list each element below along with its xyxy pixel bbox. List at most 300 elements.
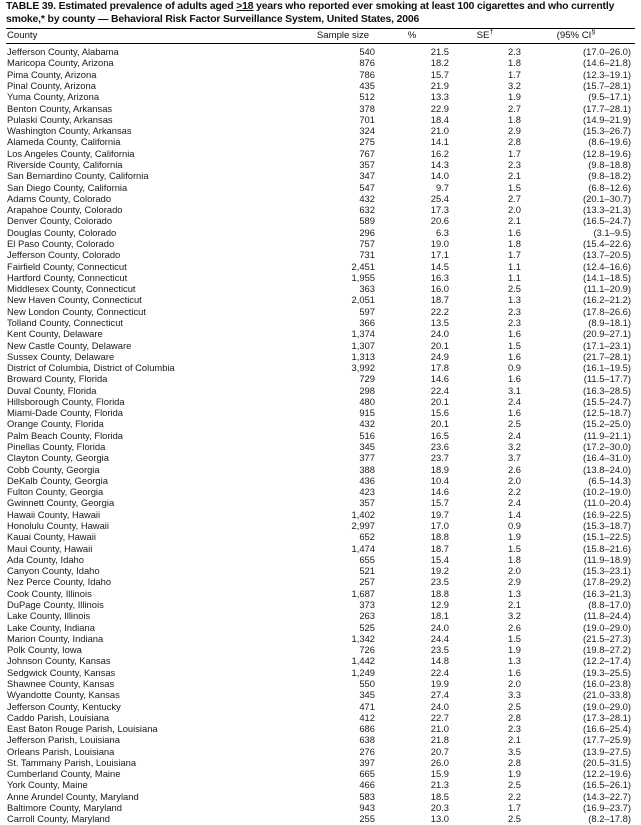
cell-se: 1.9 — [507, 768, 521, 780]
table-row — [6, 554, 635, 565]
cell-county: Fulton County, Georgia — [7, 486, 104, 498]
table-row — [6, 768, 635, 779]
cell-se: 1.8 — [507, 113, 521, 125]
cell-sample-size: 915 — [359, 407, 375, 419]
table-title-age-threshold: >18 — [236, 1, 254, 12]
table-row — [6, 701, 635, 712]
cell-percent: 23.5 — [430, 644, 449, 656]
cell-confidence-interval: (13.8–24.0) — [583, 463, 631, 475]
cell-percent: 26.0 — [430, 756, 449, 768]
cell-percent: 15.9 — [430, 768, 449, 780]
cell-sample-size: 1,687 — [351, 587, 375, 599]
cell-county: Pima County, Arizona — [7, 68, 97, 80]
table-row — [6, 723, 635, 734]
cell-confidence-interval: (19.3–25.5) — [583, 666, 631, 678]
cell-percent: 20.1 — [430, 418, 449, 430]
table-header-row — [6, 29, 635, 43]
cell-percent: 14.6 — [430, 486, 449, 498]
cell-sample-size: 652 — [359, 531, 375, 543]
cell-percent: 16.2 — [430, 147, 449, 159]
cell-percent: 20.3 — [430, 802, 449, 814]
cell-sample-size: 550 — [359, 677, 375, 689]
cell-county: El Paso County, Colorado — [7, 237, 115, 249]
cell-se: 3.3 — [507, 689, 521, 701]
cell-se: 2.7 — [507, 102, 521, 114]
table-row — [6, 46, 635, 57]
cell-percent: 21.5 — [430, 46, 449, 58]
table-row — [6, 193, 635, 204]
cell-sample-size: 597 — [359, 305, 375, 317]
cell-se: 2.3 — [507, 46, 521, 58]
cell-percent: 15.7 — [430, 497, 449, 509]
table-row — [6, 497, 635, 508]
cell-se: 3.2 — [507, 610, 521, 622]
cell-county: Pinellas County, Florida — [7, 441, 106, 453]
cell-sample-size: 1,402 — [351, 508, 375, 520]
cell-sample-size: 1,442 — [351, 655, 375, 667]
cell-confidence-interval: (11.9–18.9) — [583, 553, 631, 565]
cell-se: 2.5 — [507, 418, 521, 430]
cell-percent: 20.7 — [430, 745, 449, 757]
table-row — [6, 655, 635, 666]
cell-confidence-interval: (12.5–18.7) — [583, 407, 631, 419]
cell-se: 1.7 — [507, 147, 521, 159]
table-row — [6, 272, 635, 283]
cell-confidence-interval: (3.1–9.5) — [593, 226, 631, 238]
cell-county: Johnson County, Kansas — [7, 655, 111, 667]
cell-se: 2.5 — [507, 283, 521, 295]
cell-sample-size: 257 — [359, 576, 375, 588]
cell-sample-size: 686 — [359, 723, 375, 735]
cell-se: 2.4 — [507, 395, 521, 407]
cell-confidence-interval: (11.9–21.1) — [583, 429, 631, 441]
cell-sample-size: 767 — [359, 147, 375, 159]
cell-sample-size: 324 — [359, 125, 375, 137]
cell-confidence-interval: (20.1–30.7) — [583, 192, 631, 204]
table-row — [6, 294, 635, 305]
cell-se: 2.4 — [507, 429, 521, 441]
cell-county: Marion County, Indiana — [7, 632, 104, 644]
cell-confidence-interval: (15.1–22.5) — [583, 531, 631, 543]
cell-confidence-interval: (9.8–18.8) — [588, 159, 631, 170]
cell-county: Orleans Parish, Louisiana — [7, 745, 115, 757]
cell-se: 2.5 — [507, 779, 521, 791]
cell-se: 2.9 — [507, 125, 521, 137]
cell-sample-size: 423 — [359, 486, 375, 498]
column-header-percent: % — [407, 30, 417, 42]
cell-sample-size: 701 — [359, 113, 375, 125]
cell-county: Hillsborough County, Florida — [7, 395, 125, 407]
cell-se: 1.1 — [507, 260, 521, 272]
cell-percent: 21.9 — [430, 80, 449, 92]
cell-se: 1.9 — [507, 91, 521, 103]
cell-sample-size: 388 — [359, 463, 375, 475]
cell-county: Washington County, Arkansas — [7, 125, 132, 137]
cell-sample-size: 1,374 — [351, 328, 375, 340]
cell-county: Kent County, Delaware — [7, 328, 103, 340]
cell-sample-size: 255 — [359, 813, 375, 825]
cell-percent: 19.2 — [430, 565, 449, 577]
cell-percent: 15.4 — [430, 553, 449, 565]
cell-confidence-interval: (9.8–18.2) — [588, 170, 631, 182]
cell-percent: 12.9 — [430, 598, 449, 610]
cell-county: Sedgwick County, Kansas — [7, 666, 116, 678]
cell-confidence-interval: (13.7–20.5) — [583, 249, 631, 261]
table-row — [6, 588, 635, 599]
cell-sample-size: 276 — [359, 745, 375, 757]
cell-sample-size: 298 — [359, 384, 375, 396]
cell-confidence-interval: (17.8–26.6) — [583, 305, 631, 317]
cell-sample-size: 432 — [359, 418, 375, 430]
cell-confidence-interval: (17.2–30.0) — [583, 441, 631, 453]
cell-se: 3.5 — [507, 745, 521, 757]
cell-confidence-interval: (9.5–17.1) — [588, 91, 631, 103]
cell-county: Orange County, Florida — [7, 418, 104, 430]
cell-percent: 22.7 — [430, 711, 449, 723]
table-row — [6, 543, 635, 554]
cell-sample-size: 471 — [359, 700, 375, 712]
cell-sample-size: 786 — [359, 68, 375, 80]
cell-confidence-interval: (15.2–25.0) — [583, 418, 631, 430]
cell-percent: 17.3 — [430, 204, 449, 216]
cell-county: Gwinnett County, Georgia — [7, 497, 115, 509]
cell-county: Los Angeles County, California — [7, 147, 135, 159]
cell-sample-size: 347 — [359, 170, 375, 182]
cell-percent: 17.0 — [430, 520, 449, 531]
column-header-se — [449, 27, 521, 42]
cell-sample-size: 2,451 — [351, 260, 375, 272]
cell-se: 1.8 — [507, 57, 521, 69]
cell-percent: 15.7 — [430, 68, 449, 80]
cell-sample-size: 436 — [359, 474, 375, 486]
cell-percent: 25.4 — [430, 192, 449, 204]
cell-county: Ada County, Idaho — [7, 553, 84, 565]
cell-se: 2.2 — [507, 790, 521, 802]
table-row — [6, 576, 635, 587]
cell-se: 3.7 — [507, 452, 521, 464]
cell-county: Alameda County, California — [7, 136, 121, 148]
cell-county: Denver County, Colorado — [7, 215, 113, 227]
table-row — [6, 644, 635, 655]
table-row — [6, 464, 635, 475]
cell-confidence-interval: (12.2–17.4) — [583, 655, 631, 667]
cell-sample-size: 525 — [359, 621, 375, 633]
cell-se: 1.5 — [507, 632, 521, 644]
table-title-line1-pre: TABLE 39. Estimated prevalence of adults aged — [6, 1, 237, 12]
cell-confidence-interval: (17.0–26.0) — [583, 46, 631, 58]
cell-sample-size: 1,307 — [351, 339, 375, 351]
cell-sample-size: 466 — [359, 779, 375, 791]
cell-se: 2.8 — [507, 136, 521, 148]
table-row — [6, 148, 635, 159]
cell-sample-size: 655 — [359, 553, 375, 565]
cell-se: 2.7 — [507, 192, 521, 204]
cell-sample-size: 345 — [359, 689, 375, 701]
cell-sample-size: 632 — [359, 204, 375, 216]
cell-se: 1.3 — [507, 655, 521, 667]
cell-sample-size: 943 — [359, 802, 375, 814]
cell-county: Jefferson Parish, Louisiana — [7, 734, 120, 746]
cell-se: 1.4 — [507, 508, 521, 520]
cell-sample-size: 521 — [359, 565, 375, 577]
cell-county: St. Tammany Parish, Louisiana — [7, 756, 137, 768]
table-row — [6, 215, 635, 226]
cell-county: Lake County, Illinois — [7, 610, 91, 622]
cell-se: 1.5 — [507, 339, 521, 351]
cell-percent: 22.9 — [430, 102, 449, 114]
cell-percent: 14.6 — [430, 373, 449, 385]
table-row — [6, 114, 635, 125]
cell-confidence-interval: (17.1–23.1) — [583, 339, 631, 351]
cell-sample-size: 757 — [359, 237, 375, 249]
cell-county: East Baton Rouge Parish, Louisiana — [7, 723, 158, 735]
cell-county: Adams County, Colorado — [7, 192, 112, 204]
cell-se: 2.5 — [507, 813, 521, 825]
table-row — [6, 351, 635, 362]
cell-se: 2.1 — [507, 598, 521, 610]
cell-confidence-interval: (11.1–20.9) — [583, 283, 631, 295]
cell-confidence-interval: (12.2–19.6) — [583, 768, 631, 780]
cell-percent: 14.0 — [430, 170, 449, 182]
cell-se: 1.5 — [507, 542, 521, 554]
cell-se: 1.8 — [507, 237, 521, 249]
cell-sample-size: 729 — [359, 373, 375, 385]
cell-se: 1.6 — [507, 328, 521, 340]
table-row — [6, 396, 635, 407]
cell-se: 0.9 — [507, 362, 521, 374]
column-header-sample-size: Sample size — [316, 30, 370, 42]
table-row — [6, 452, 635, 463]
cell-percent: 21.0 — [430, 723, 449, 735]
table-row — [6, 678, 635, 689]
cell-se: 2.3 — [507, 305, 521, 317]
cell-se: 1.7 — [507, 802, 521, 814]
table-row — [6, 757, 635, 768]
cell-percent: 20.1 — [430, 339, 449, 351]
cell-se: 2.0 — [507, 565, 521, 577]
cell-confidence-interval: (19.0–29.0) — [583, 700, 631, 712]
cell-percent: 23.7 — [430, 452, 449, 464]
cell-sample-size: 2,997 — [351, 520, 375, 531]
cell-se: 2.1 — [507, 734, 521, 746]
cell-confidence-interval: (15.5–24.7) — [583, 395, 631, 407]
column-header-se-label: SE — [476, 30, 490, 42]
table-row — [6, 622, 635, 633]
table-row — [6, 80, 635, 91]
table-row — [6, 362, 635, 373]
cell-se: 2.2 — [507, 486, 521, 498]
cell-sample-size: 726 — [359, 644, 375, 656]
cell-county: Jefferson County, Alabama — [7, 46, 119, 58]
table-row — [6, 204, 635, 215]
cell-sample-size: 512 — [359, 91, 375, 103]
cell-percent: 24.0 — [430, 700, 449, 712]
table-row — [6, 170, 635, 181]
cell-confidence-interval: (11.5–17.7) — [583, 373, 631, 385]
cell-county: Fairfield County, Connecticut — [7, 260, 127, 272]
cell-confidence-interval: (12.3–19.1) — [583, 68, 631, 80]
table-row — [6, 813, 635, 824]
cell-confidence-interval: (10.2–19.0) — [583, 486, 631, 498]
cell-se: 1.3 — [507, 294, 521, 306]
cell-se: 1.6 — [507, 350, 521, 362]
cell-percent: 18.8 — [430, 531, 449, 543]
cell-percent: 18.1 — [430, 610, 449, 622]
cell-confidence-interval: (6.5–14.3) — [588, 474, 631, 486]
cell-sample-size: 3,992 — [351, 362, 375, 374]
table-row — [6, 531, 635, 542]
cell-county: Pulaski County, Arkansas — [7, 113, 113, 125]
cell-sample-size: 432 — [359, 192, 375, 204]
cell-county: Nez Perce County, Idaho — [7, 576, 112, 588]
table-row — [6, 57, 635, 68]
cell-confidence-interval: (21.5–27.3) — [583, 632, 631, 644]
cell-county: District of Columbia, District of Columbia — [7, 362, 175, 374]
cell-sample-size: 1,249 — [351, 666, 375, 678]
cell-sample-size: 638 — [359, 734, 375, 746]
cell-se: 2.9 — [507, 576, 521, 588]
cell-county: Cumberland County, Maine — [7, 768, 121, 780]
table-row — [6, 317, 635, 328]
cell-se: 2.0 — [507, 204, 521, 216]
cell-percent: 18.7 — [430, 542, 449, 554]
column-header-ci-label: (95% CI — [556, 30, 592, 42]
cell-confidence-interval: (11.8–24.4) — [583, 610, 631, 622]
cell-percent: 23.6 — [430, 441, 449, 453]
cell-se: 1.9 — [507, 644, 521, 656]
cell-percent: 18.2 — [430, 57, 449, 69]
cell-se: 1.1 — [507, 271, 521, 283]
cell-sample-size: 1,955 — [351, 271, 375, 283]
cell-se: 1.6 — [507, 407, 521, 419]
cell-confidence-interval: (15.3–18.7) — [583, 520, 631, 531]
cell-se: 2.1 — [507, 215, 521, 227]
cell-percent: 9.7 — [435, 181, 449, 193]
column-header-se-footnote-marker: † — [489, 27, 494, 36]
cell-confidence-interval: (8.2–17.8) — [588, 813, 631, 825]
table-row — [6, 328, 635, 339]
table-row — [6, 159, 635, 170]
cell-county: Clayton County, Georgia — [7, 452, 109, 464]
cell-county: Arapahoe County, Colorado — [7, 204, 123, 216]
cell-se: 1.7 — [507, 249, 521, 261]
cell-county: Polk County, Iowa — [7, 644, 82, 656]
cell-county: Hartford County, Connecticut — [7, 271, 128, 283]
cell-se: 2.0 — [507, 677, 521, 689]
table-row — [6, 340, 635, 351]
cell-county: Anne Arundel County, Maryland — [7, 790, 139, 802]
cell-confidence-interval: (19.8–27.2) — [583, 644, 631, 656]
cell-percent: 22.4 — [430, 384, 449, 396]
cell-confidence-interval: (19.0–29.0) — [583, 621, 631, 633]
cell-se: 2.3 — [507, 316, 521, 328]
cell-percent: 20.6 — [430, 215, 449, 227]
cell-county: Hawaii County, Hawaii — [7, 508, 101, 520]
cell-sample-size: 547 — [359, 181, 375, 193]
cell-county: Palm Beach County, Florida — [7, 429, 124, 441]
table-row — [6, 91, 635, 102]
cell-sample-size: 412 — [359, 711, 375, 723]
table-row — [6, 125, 635, 136]
table-row — [6, 430, 635, 441]
table-row — [6, 689, 635, 700]
cell-percent: 16.0 — [430, 283, 449, 295]
cell-confidence-interval: (13.9–27.5) — [583, 745, 631, 757]
cell-county: Cook County, Illinois — [7, 587, 92, 599]
cell-sample-size: 357 — [359, 497, 375, 509]
cell-county: Riverside County, California — [7, 159, 123, 170]
cell-county: San Bernardino County, California — [7, 170, 149, 182]
cell-confidence-interval: (6.8–12.6) — [588, 181, 631, 193]
cell-county: Yuma County, Arizona — [7, 91, 100, 103]
cell-confidence-interval: (16.1–19.5) — [583, 362, 631, 374]
cell-percent: 17.8 — [430, 362, 449, 374]
cell-county: Baltimore County, Maryland — [7, 802, 122, 814]
cell-sample-size: 397 — [359, 756, 375, 768]
table-row — [6, 441, 635, 452]
table-row — [6, 69, 635, 80]
cell-percent: 19.0 — [430, 237, 449, 249]
cell-confidence-interval: (16.9–23.7) — [583, 802, 631, 814]
table-row — [6, 486, 635, 497]
cell-percent: 14.3 — [430, 159, 449, 170]
table-row — [6, 182, 635, 193]
cell-sample-size: 1,342 — [351, 632, 375, 644]
cell-confidence-interval: (12.8–19.6) — [583, 147, 631, 159]
cell-sample-size: 378 — [359, 102, 375, 114]
cell-confidence-interval: (16.3–28.5) — [583, 384, 631, 396]
cell-county: Cobb County, Georgia — [7, 463, 100, 475]
cell-confidence-interval: (8.9–18.1) — [588, 316, 631, 328]
cell-se: 2.8 — [507, 756, 521, 768]
cell-percent: 14.5 — [430, 260, 449, 272]
cell-percent: 14.1 — [430, 136, 449, 148]
cell-confidence-interval: (17.7–25.9) — [583, 734, 631, 746]
cell-county: Carroll County, Maryland — [7, 813, 110, 825]
cell-se: 2.4 — [507, 497, 521, 509]
cell-confidence-interval: (20.5–31.5) — [583, 756, 631, 768]
cell-sample-size: 876 — [359, 57, 375, 69]
cell-confidence-interval: (16.3–21.3) — [583, 587, 631, 599]
cell-percent: 24.0 — [430, 328, 449, 340]
cell-county: Pinal County, Arizona — [7, 80, 96, 92]
cell-percent: 24.4 — [430, 632, 449, 644]
table-row — [6, 227, 635, 238]
cell-sample-size: 296 — [359, 226, 375, 238]
cell-se: 1.8 — [507, 553, 521, 565]
cell-sample-size: 377 — [359, 452, 375, 464]
table-row — [6, 103, 635, 114]
cell-percent: 22.2 — [430, 305, 449, 317]
cell-sample-size: 665 — [359, 768, 375, 780]
cell-sample-size: 373 — [359, 598, 375, 610]
cell-county: Jefferson County, Kentucky — [7, 700, 121, 712]
column-header-county: County — [7, 30, 38, 42]
cell-se: 2.5 — [507, 700, 521, 712]
table-row — [6, 599, 635, 610]
cell-confidence-interval: (21.0–33.8) — [583, 689, 631, 701]
column-header-ci-footnote-marker: § — [591, 27, 596, 36]
cell-se: 3.2 — [507, 441, 521, 453]
cell-percent: 20.1 — [430, 395, 449, 407]
cell-percent: 18.5 — [430, 790, 449, 802]
cell-percent: 24.0 — [430, 621, 449, 633]
cell-se: 1.6 — [507, 373, 521, 385]
cell-confidence-interval: (16.2–21.2) — [583, 294, 631, 306]
cell-county: DeKalb County, Georgia — [7, 474, 108, 486]
cell-percent: 13.3 — [430, 91, 449, 103]
cell-confidence-interval: (14.1–18.5) — [583, 271, 631, 283]
